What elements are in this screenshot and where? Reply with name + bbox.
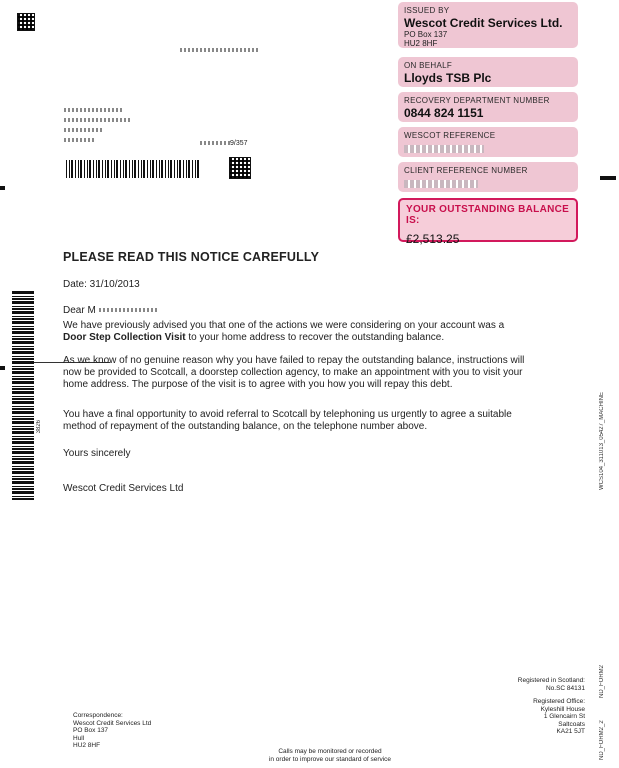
redacted-name (99, 308, 159, 312)
wescot-reference-label: WESCOT REFERENCE (404, 131, 496, 140)
balance-box (398, 198, 578, 246)
recovery-dept-label: RECOVERY DEPARTMENT NUMBER (404, 96, 550, 105)
redacted-address-line (64, 138, 94, 142)
correspondence-line: Hull (73, 734, 85, 742)
paragraph-3-line-2: method of repayment of the outstanding balance, on the telephone number above. (63, 421, 428, 432)
redacted-address-line (64, 108, 124, 112)
issued-by-box (398, 2, 578, 48)
door-step-visit-text: Door Step Collection Visit (63, 332, 186, 343)
client-reference-box (398, 162, 578, 192)
registered-office-label: Registered Office: (533, 698, 585, 705)
on-behalf-label: ON BEHALF (404, 61, 453, 70)
qr-code-icon (18, 14, 34, 30)
calls-notice-line: in order to improve our standard of service (268, 755, 392, 763)
salutation-text: Dear M (63, 305, 96, 316)
paragraph-1 (63, 320, 543, 344)
balance-label: YOUR OUTSTANDING BALANCE IS: (406, 204, 570, 226)
salutation (63, 305, 159, 317)
correspondence-line: HU2 8HF (73, 742, 101, 749)
postal-barcode (66, 160, 200, 178)
paragraph-3 (63, 409, 553, 433)
calls-notice (250, 748, 410, 763)
balance-amount: £2,513.25 (406, 232, 460, 246)
recovery-dept-box (398, 92, 578, 122)
fold-mark (0, 186, 5, 190)
client-reference-label: CLIENT REFERENCE NUMBER (404, 166, 528, 175)
company-number: No.SC 84131 (545, 684, 585, 692)
issuer-address-1: PO Box 137 (404, 30, 448, 39)
issuer-name: Wescot Credit Services Ltd. (404, 16, 563, 30)
correspondence-block (73, 712, 151, 750)
form-code-b: ND_FORM2 (599, 664, 605, 698)
recovery-dept-number: 0844 824 1151 (404, 106, 484, 120)
left-code: 3826 (36, 420, 42, 434)
paragraph-2-line-3: home address. The purpose of the visit is to agree with you how you will repay this debt. (63, 379, 453, 390)
issued-by-label: ISSUED BY (404, 6, 450, 15)
on-behalf-name: Lloyds TSB Plc (404, 71, 492, 85)
paragraph-1-line-1: We have previously advised you that one of the actions we were considering on your account was a (63, 320, 505, 331)
registered-office-line: KA21 5JT (556, 728, 585, 735)
registered-office-line: 1 Glencairn St (543, 713, 585, 720)
calls-notice-line: Calls may be monitored or recorded (278, 748, 382, 755)
registered-office-line: Saltcoats (558, 720, 585, 728)
fold-mark (0, 366, 5, 370)
paragraph-3-line-1: You have a final opportunity to avoid referral to Scotcall by telephoning us urgently to agree a suitable (63, 409, 512, 420)
correspondence-line: Wescot Credit Services Ltd (73, 719, 152, 727)
letter-date: Date: 31/10/2013 (63, 279, 140, 290)
registered-office-line: Kyleshill House (540, 705, 585, 713)
issuer-address-2: HU2 8HF (404, 39, 438, 48)
form-code-a: ND_FORM2_2 (599, 720, 605, 760)
redacted-address-line (64, 128, 104, 132)
redacted-address-line (64, 118, 130, 122)
notice-title: PLEASE READ THIS NOTICE CAREFULLY (63, 250, 320, 264)
paragraph-2-line-1: As we know of no genuine reason why you have failed to repay the outstanding balance, instructions will (63, 355, 525, 366)
registered-block (470, 677, 585, 736)
paragraph-2-line-2: now be provided to Scotcall, a doorstep collection agency, to make an appointment with you to visit your (63, 367, 523, 378)
wescot-reference-redacted (404, 145, 484, 153)
closing: Yours sincerely (63, 448, 131, 459)
on-behalf-box (398, 57, 578, 87)
vertical-barcode (12, 290, 34, 500)
registered-scotland: Registered in Scotland: (517, 677, 585, 684)
redacted-reference (180, 48, 260, 52)
side-code: WCS104_311013_05427_MACHINE (599, 392, 605, 490)
paragraph-2 (63, 355, 553, 391)
client-reference-redacted (404, 180, 478, 188)
paragraph-1-line-2: Door Step Collection Visit to your home address to recover the outstanding balance. (63, 332, 445, 343)
signature: Wescot Credit Services Ltd (63, 483, 184, 494)
datamatrix-icon (230, 158, 250, 178)
correspondence-line: PO Box 137 (73, 727, 109, 734)
fold-mark (600, 176, 616, 180)
correspondence-label: Correspondence: (73, 712, 123, 719)
wescot-reference-box (398, 127, 578, 157)
address-reference: 9/357 (200, 140, 248, 147)
